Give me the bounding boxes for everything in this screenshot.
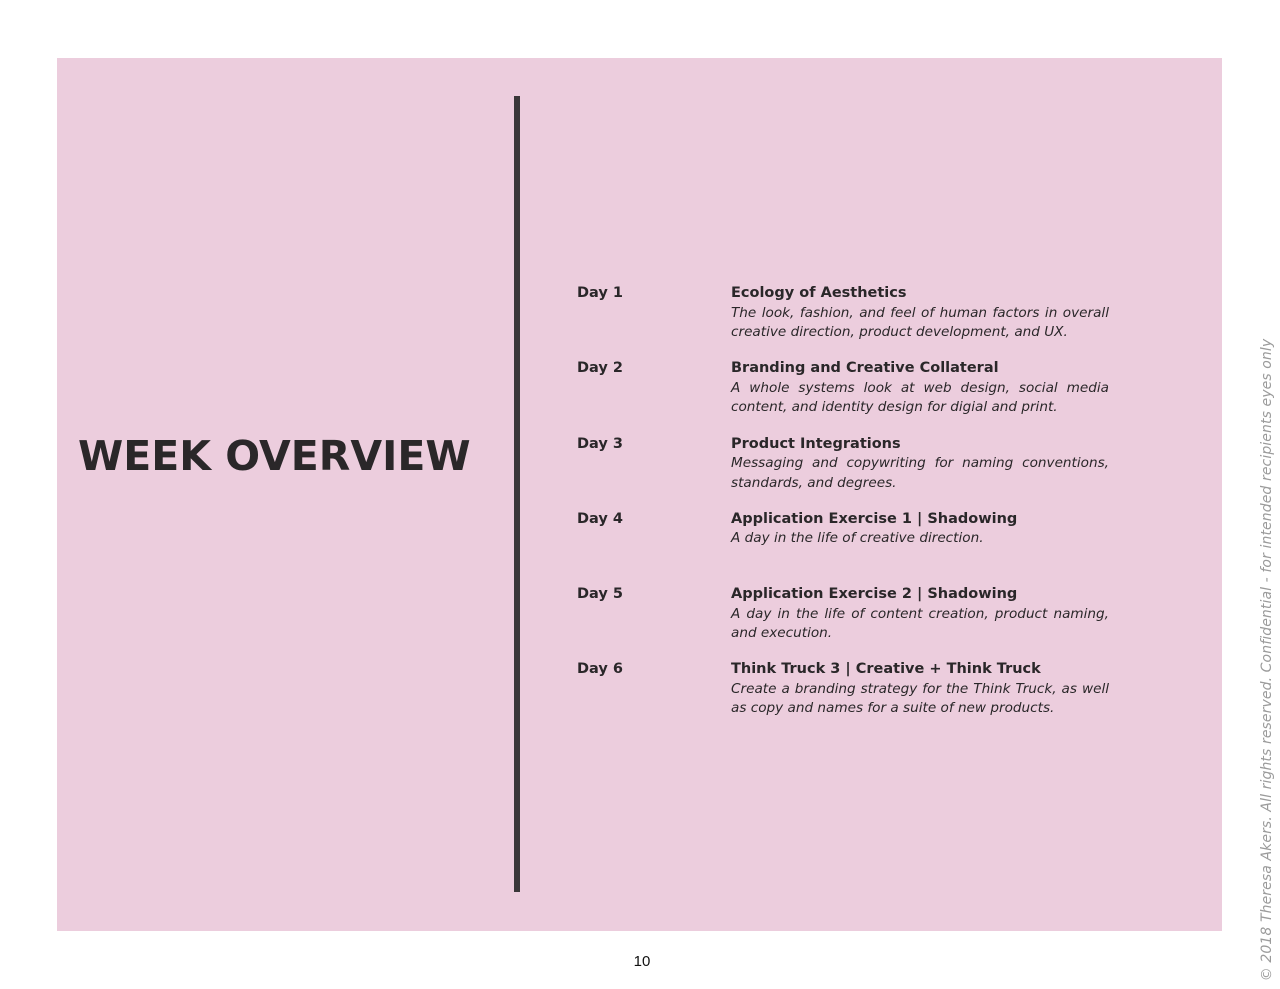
session-description: Create a branding strategy for the Think Truck, as well as copy and names for a suite of new products. bbox=[731, 680, 1109, 717]
session-title: Application Exercise 1 | Shadowing bbox=[731, 510, 1018, 527]
session-title: Branding and Creative Collateral bbox=[731, 360, 999, 377]
schedule-item-day-2 bbox=[577, 359, 1117, 434]
session-title: Application Exercise 2 | Shadowing bbox=[731, 586, 1018, 603]
day-label: Day 3 bbox=[577, 435, 623, 452]
day-content bbox=[731, 585, 1109, 644]
schedule-item-day-1 bbox=[577, 284, 1117, 359]
schedule-item-day-4 bbox=[577, 510, 1117, 585]
day-content bbox=[731, 435, 1109, 494]
day-content bbox=[731, 359, 1109, 418]
session-description: The look, fashion, and feel of human factors in overall creative direction, product development, and UX. bbox=[731, 304, 1109, 340]
schedule-item-day-3 bbox=[577, 435, 1117, 510]
session-description: Messaging and copywriting for naming conventions, standards, and degrees. bbox=[731, 455, 1109, 491]
session-title: Think Truck 3 | Creative + Think Truck bbox=[731, 661, 1041, 678]
week-schedule bbox=[577, 284, 1117, 736]
session-title: Product Integrations bbox=[731, 435, 901, 452]
session-description: A day in the life of content creation, product naming, and execution. bbox=[731, 605, 1109, 642]
schedule-item-day-5 bbox=[577, 585, 1117, 660]
session-description: A whole systems look at web design, social media content, and identity design for digial and print. bbox=[731, 379, 1109, 416]
schedule-item-day-6 bbox=[577, 660, 1117, 735]
day-label: Day 5 bbox=[577, 586, 623, 603]
page-number: 10 bbox=[633, 953, 651, 970]
day-content bbox=[731, 660, 1109, 719]
session-description: A day in the life of creative direction. bbox=[731, 530, 984, 547]
day-label: Day 4 bbox=[577, 510, 623, 527]
day-label: Day 6 bbox=[577, 661, 623, 678]
day-label: Day 2 bbox=[577, 360, 623, 377]
page-title: WEEK OVERVIEW bbox=[78, 432, 471, 480]
vertical-divider bbox=[514, 96, 520, 892]
day-label: Day 1 bbox=[577, 285, 623, 301]
session-title: Ecology of Aesthetics bbox=[731, 285, 907, 301]
copyright-text: © 2018 Theresa Akers. All rights reserved. Confidential - for intended recipients eyes only bbox=[1259, 338, 1275, 982]
day-content bbox=[731, 510, 1109, 549]
day-content bbox=[731, 284, 1109, 343]
